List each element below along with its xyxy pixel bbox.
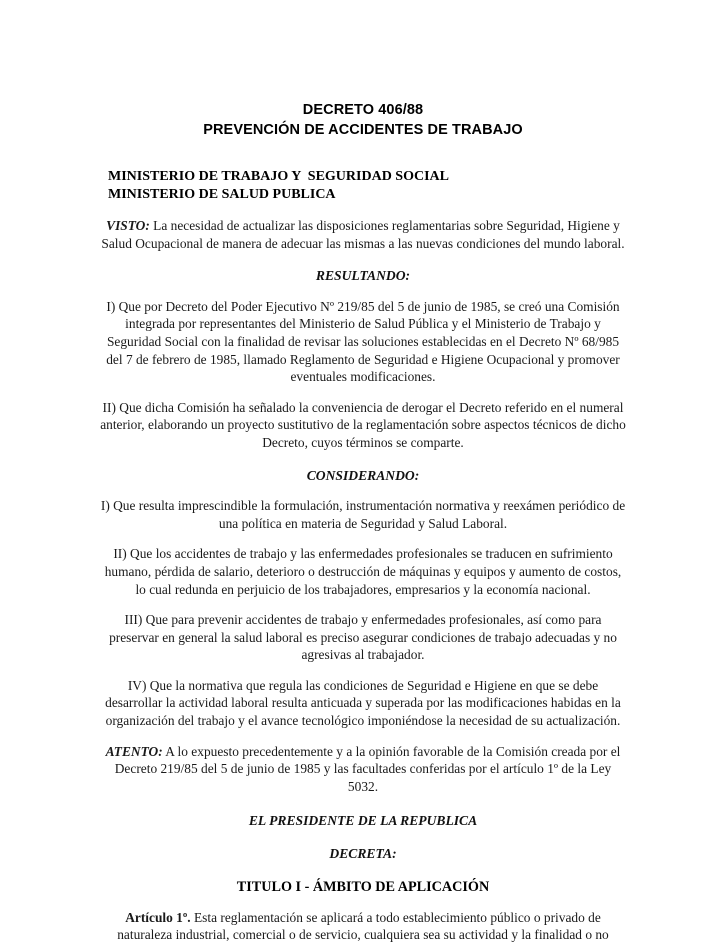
ministry-health: MINISTERIO DE SALUD PUBLICA [108, 187, 336, 202]
paragraph-resultando-ii: II) Que dicha Comisión ha señalado la conveniencia de derogar el Decreto referido en el numeral anterior, elaborando un proyecto sustitutivo de la reglamentación sobre aspectos técnicos de dicho Decreto, cuyos términos se comparte. [100, 399, 626, 450]
ministry-labor: MINISTERIO DE TRABAJO Y SEGURIDAD SOCIAL [108, 169, 449, 184]
heading-titulo-i: TITULO I - ÁMBITO DE APLICACIÓN [236, 878, 490, 895]
ministries-block [108, 168, 626, 204]
atento-body: A lo expuesto precedentemente y a la opinión favorable de la Comisión creada por el Decreto 219/85 del 5 de junio de 1985 y las facultades conferidas por el artículo 1º de la Ley 5032. [114, 743, 621, 794]
paragraph-resultando-i: I) Que por Decreto del Poder Ejecutivo Nº 219/85 del 5 de junio de 1985, se creó una Comisión integrada por representantes del Ministerio de Salud Pública y el Ministerio de Trabajo y Seguridad Social con la finalidad de revisar las soluciones establecidas en el Decreto Nº 68/985 del 7 de febrero de 1985, llamado Reglamento de Seguridad e Higiene Ocupacional y promover eventuales modificaciones. [106, 298, 620, 385]
paragraph-atento [100, 743, 626, 796]
visto-body: La necesidad de actualizar las disposiciones reglamentarias sobre Seguridad, Higiene y Salud Ocupacional de manera de adecuar las mismas a las nuevas condiciones del mundo laboral. [101, 218, 625, 251]
atento-label: ATENTO: [105, 743, 163, 759]
title-line-1: DECRETO 406/88 [302, 102, 424, 118]
paragraph-considerando-iii: III) Que para prevenir accidentes de trabajo y enfermedades profesionales, así como para preservar en general la salud laboral es preciso asegurar condiciones de trabajo adecuadas y no agresivas al trabajador. [109, 612, 617, 663]
articulo-1-label: Artículo 1º. [125, 909, 191, 925]
page-title [100, 100, 626, 140]
heading-resultando: RESULTANDO: [315, 268, 411, 284]
paragraph-considerando-iv: IV) Que la normativa que regula las condiciones de Seguridad e Higiene en que se debe desarrollar la actividad laboral resulta anticuada y superada por las modificaciones habidas en la organización del trabajo y el avance tecnológico imponiéndose la necesidad de su actualización. [105, 677, 621, 729]
president-line: EL PRESIDENTE DE LA REPUBLICA [248, 813, 478, 829]
articulo-1-body: Esta reglamentación se aplicará a todo establecimiento público o privado de naturaleza industrial, comercial o de servicio, cualquiera sea su actividad y la finalidad o no [117, 909, 609, 943]
paragraph-articulo-1 [100, 909, 626, 944]
paragraph-visto [100, 217, 626, 252]
paragraph-considerando-i: I) Que resulta imprescindible la formulación, instrumentación normativa y reexámen periódico de una política en materia de Seguridad y Salud Laboral. [100, 498, 626, 531]
decreta-line: DECRETA: [329, 846, 397, 862]
paragraph-considerando-ii: II) Que los accidentes de trabajo y las enfermedades profesionales se traducen en sufrimiento humano, pérdida de salario, deterioro o destrucción de máquinas y equipos y aumento de costos, lo cual redunda en perjuicio de los trabajadores, empresarios y la economía nacional. [104, 546, 622, 597]
visto-label: VISTO: [106, 218, 150, 233]
heading-considerando: CONSIDERANDO: [306, 467, 420, 483]
title-line-2: PREVENCIÓN DE ACCIDENTES DE TRABAJO [203, 122, 523, 138]
